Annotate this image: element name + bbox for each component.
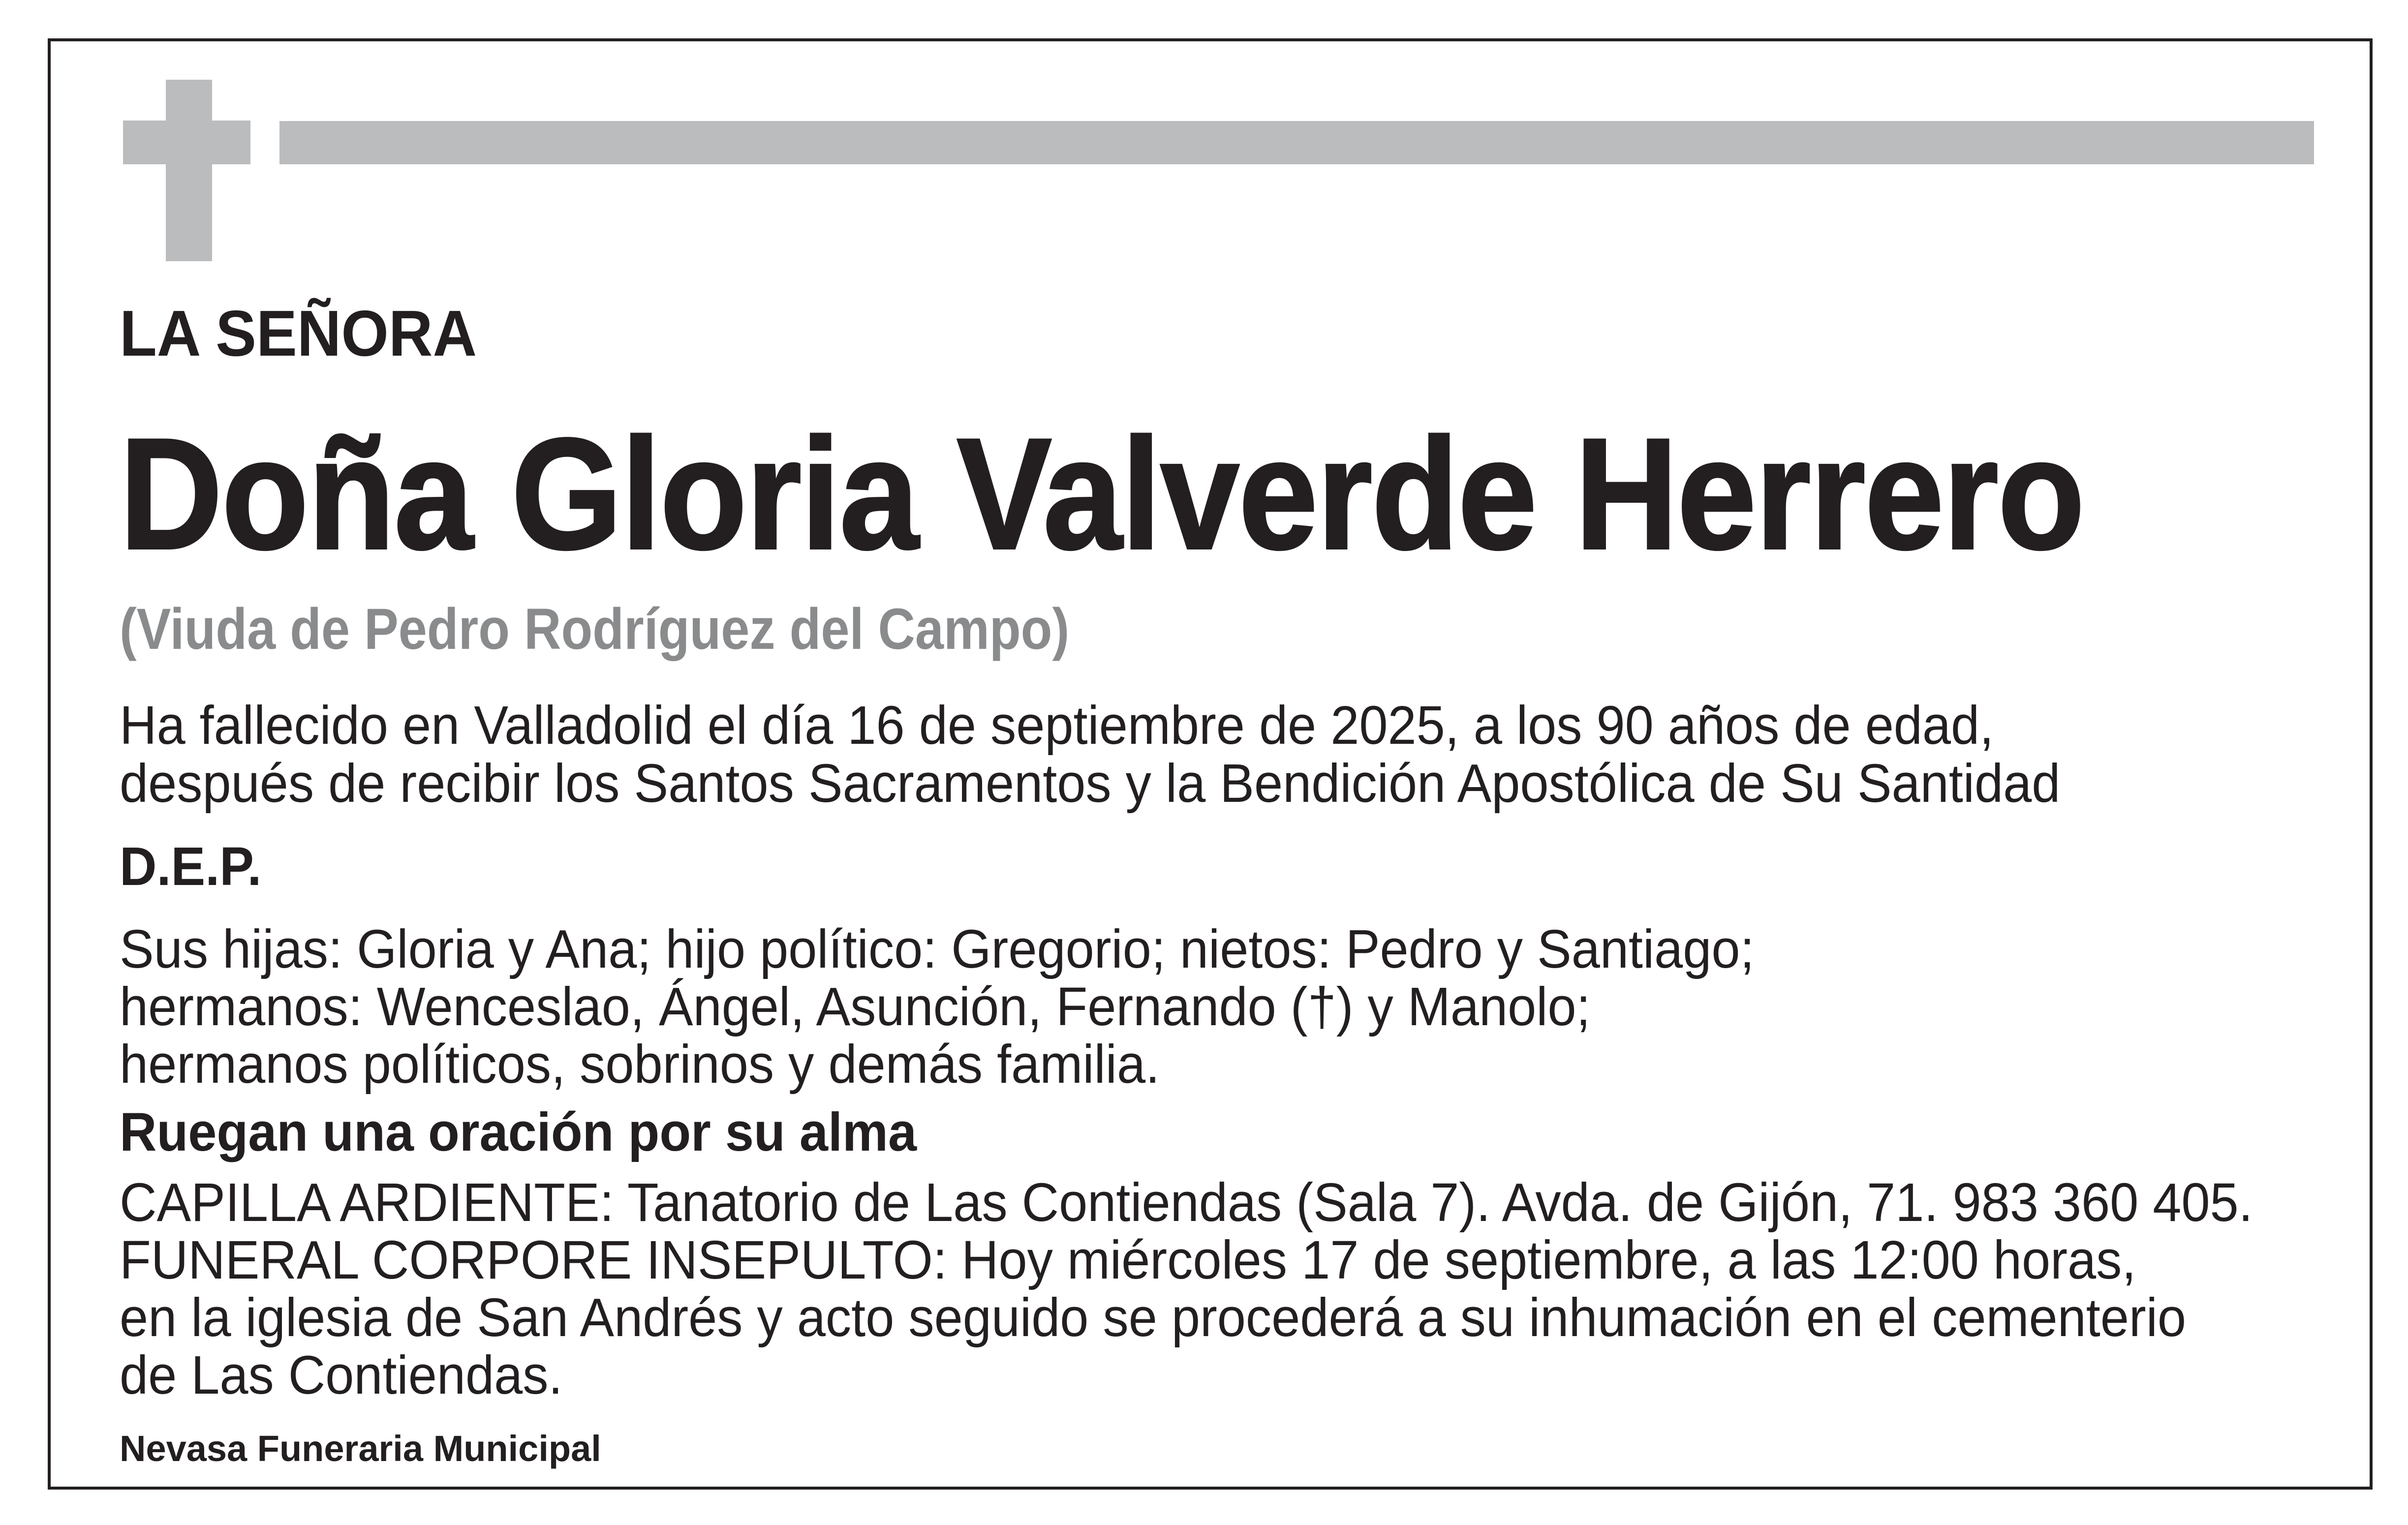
- title-prefix: LA SEÑORA: [120, 297, 477, 369]
- widow-note: (Viuda de Pedro Rodríguez del Campo): [120, 597, 1070, 662]
- death-announcement-line: después de recibir los Santos Sacramentos y la Bendición Apostólica de Su Santidad: [120, 753, 2061, 814]
- cross-horizontal-bar: [123, 121, 250, 164]
- rip-abbreviation: D.E.P.: [120, 836, 262, 897]
- family-line: Sus hijas: Gloria y Ana; hijo político: Gregorio; nietos: Pedro y Santiago;: [120, 919, 1755, 979]
- header-rule: [279, 121, 2314, 164]
- service-details-line: FUNERAL CORPORE INSEPULTO: Hoy miércoles 17 de septiembre, a las 12:00 horas,: [120, 1230, 2136, 1290]
- prayer-request: Ruegan una oración por su alma: [120, 1102, 917, 1162]
- death-announcement-line: Ha fallecido en Valladolid el día 16 de septiembre de 2025, a los 90 años de edad,: [120, 695, 1994, 756]
- deceased-name: Doña Gloria Valverde Herrero: [120, 406, 2084, 582]
- family-line: hermanos políticos, sobrinos y demás familia.: [120, 1034, 1160, 1095]
- cross-vertical-bar: [166, 80, 212, 261]
- cross-icon: [123, 80, 250, 261]
- funeral-home-name: Nevasa Funeraria Municipal: [120, 1428, 601, 1469]
- family-line: hermanos: Wenceslao, Ángel, Asunción, Fernando (†) y Manolo;: [120, 976, 1591, 1037]
- service-details-line: en la iglesia de San Andrés y acto seguido se procederá a su inhumación en el cementerio: [120, 1287, 2187, 1348]
- service-details-line: de Las Contiendas.: [120, 1345, 563, 1405]
- service-details-line: CAPILLA ARDIENTE: Tanatorio de Las Contiendas (Sala 7). Avda. de Gijón, 71. 983 360 405.: [120, 1172, 2253, 1233]
